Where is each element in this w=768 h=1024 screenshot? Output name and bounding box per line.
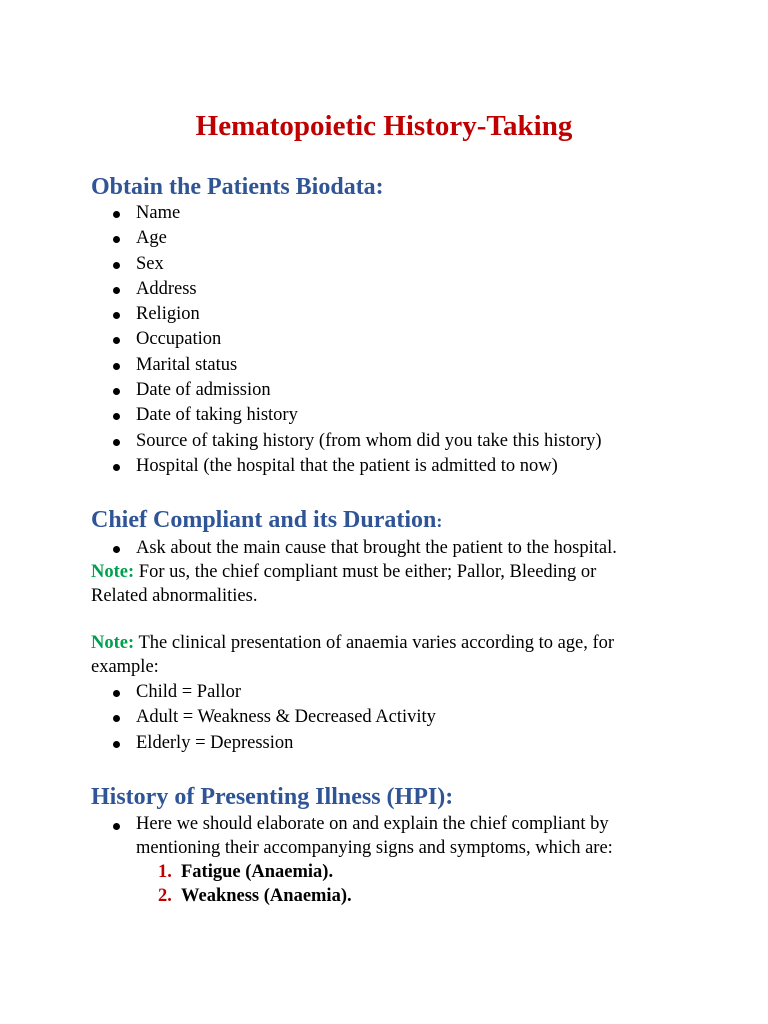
list-item [0, 302, 768, 327]
list-item-text: Date of taking history [136, 405, 298, 426]
list-item-text: Occupation [136, 329, 222, 350]
list-item [0, 884, 768, 908]
list-item [0, 429, 768, 454]
list-item-text: Hospital (the hospital that the patient is admitted to now) [136, 455, 558, 476]
list-item-text: Date of admission [136, 380, 271, 401]
list-item-text: Ask about the main cause that brought the patient to the hospital. [136, 538, 617, 558]
list-number: 1. [158, 862, 172, 882]
list-item-text: Religion [136, 304, 200, 325]
heading-colon: : [436, 511, 443, 531]
bullet-icon [113, 741, 120, 748]
list-item [0, 454, 768, 479]
list-item [0, 327, 768, 352]
age-presentation-list [0, 680, 768, 756]
bullet-icon [113, 363, 120, 370]
section-heading-biodata: Obtain the Patients Biodata: [91, 174, 384, 200]
list-item-text: Marital status [136, 354, 238, 375]
bullet-icon [113, 823, 120, 830]
list-item [0, 226, 768, 251]
chief-compliant-list [0, 536, 768, 561]
list-item [0, 731, 768, 756]
hpi-list [0, 813, 768, 860]
list-item-text: Fatigue (Anaemia). [181, 862, 334, 882]
bullet-icon [113, 262, 120, 269]
bullet-icon [113, 312, 120, 319]
list-item [0, 201, 768, 226]
list-item-text: Source of taking history (from whom did you take this history) [136, 430, 602, 451]
section-heading-hpi: History of Presenting Illness (HPI): [91, 784, 454, 810]
list-item [0, 252, 768, 277]
list-item [0, 860, 768, 884]
note-paragraph [91, 632, 681, 679]
list-item [0, 353, 768, 378]
list-item-text-continued: mentioning their accompanying signs and symptoms, which are: [136, 837, 613, 858]
list-item-text: Age [136, 228, 167, 249]
list-item-text: Address [136, 278, 197, 299]
section-heading-chief-compliant [91, 505, 442, 536]
biodata-list [0, 201, 768, 479]
list-item [0, 403, 768, 428]
list-number: 2. [158, 886, 172, 906]
note-text-continued: example: [91, 656, 159, 677]
list-item-text: Here we should elaborate on and explain the chief compliant by [136, 814, 609, 834]
list-item-text: Weakness (Anaemia). [181, 886, 352, 906]
note-text: The clinical presentation of anaemia varies according to age, for [134, 633, 615, 653]
list-item-text: Adult = Weakness & Decreased Activity [136, 707, 436, 728]
bullet-icon [113, 690, 120, 697]
note-paragraph [91, 561, 681, 608]
page-title: Hematopoietic History-Taking [195, 110, 573, 142]
bullet-icon [113, 546, 120, 553]
bullet-icon [113, 715, 120, 722]
list-item [0, 277, 768, 302]
list-item [0, 813, 768, 860]
note-text-continued: Related abnormalities. [91, 585, 258, 606]
list-item-text: Name [136, 203, 181, 223]
bullet-icon [113, 464, 120, 471]
bullet-icon [113, 439, 120, 446]
list-item-text: Sex [136, 253, 164, 274]
symptom-list [0, 860, 768, 908]
note-text: For us, the chief compliant must be either; Pallor, Bleeding or [134, 562, 597, 582]
bullet-icon [113, 413, 120, 420]
bullet-icon [113, 211, 120, 218]
list-item [0, 680, 768, 705]
bullet-icon [113, 287, 120, 294]
bullet-icon [113, 388, 120, 395]
heading-text: Chief Compliant and its Duration [91, 507, 437, 533]
bullet-icon [113, 337, 120, 344]
note-label: Note: [91, 633, 135, 653]
bullet-icon [113, 236, 120, 243]
note-label: Note: [91, 562, 135, 582]
list-item-text: Child = Pallor [136, 682, 241, 702]
list-item [0, 536, 768, 561]
list-item-text: Elderly = Depression [136, 732, 294, 753]
list-item [0, 705, 768, 730]
list-item [0, 378, 768, 403]
